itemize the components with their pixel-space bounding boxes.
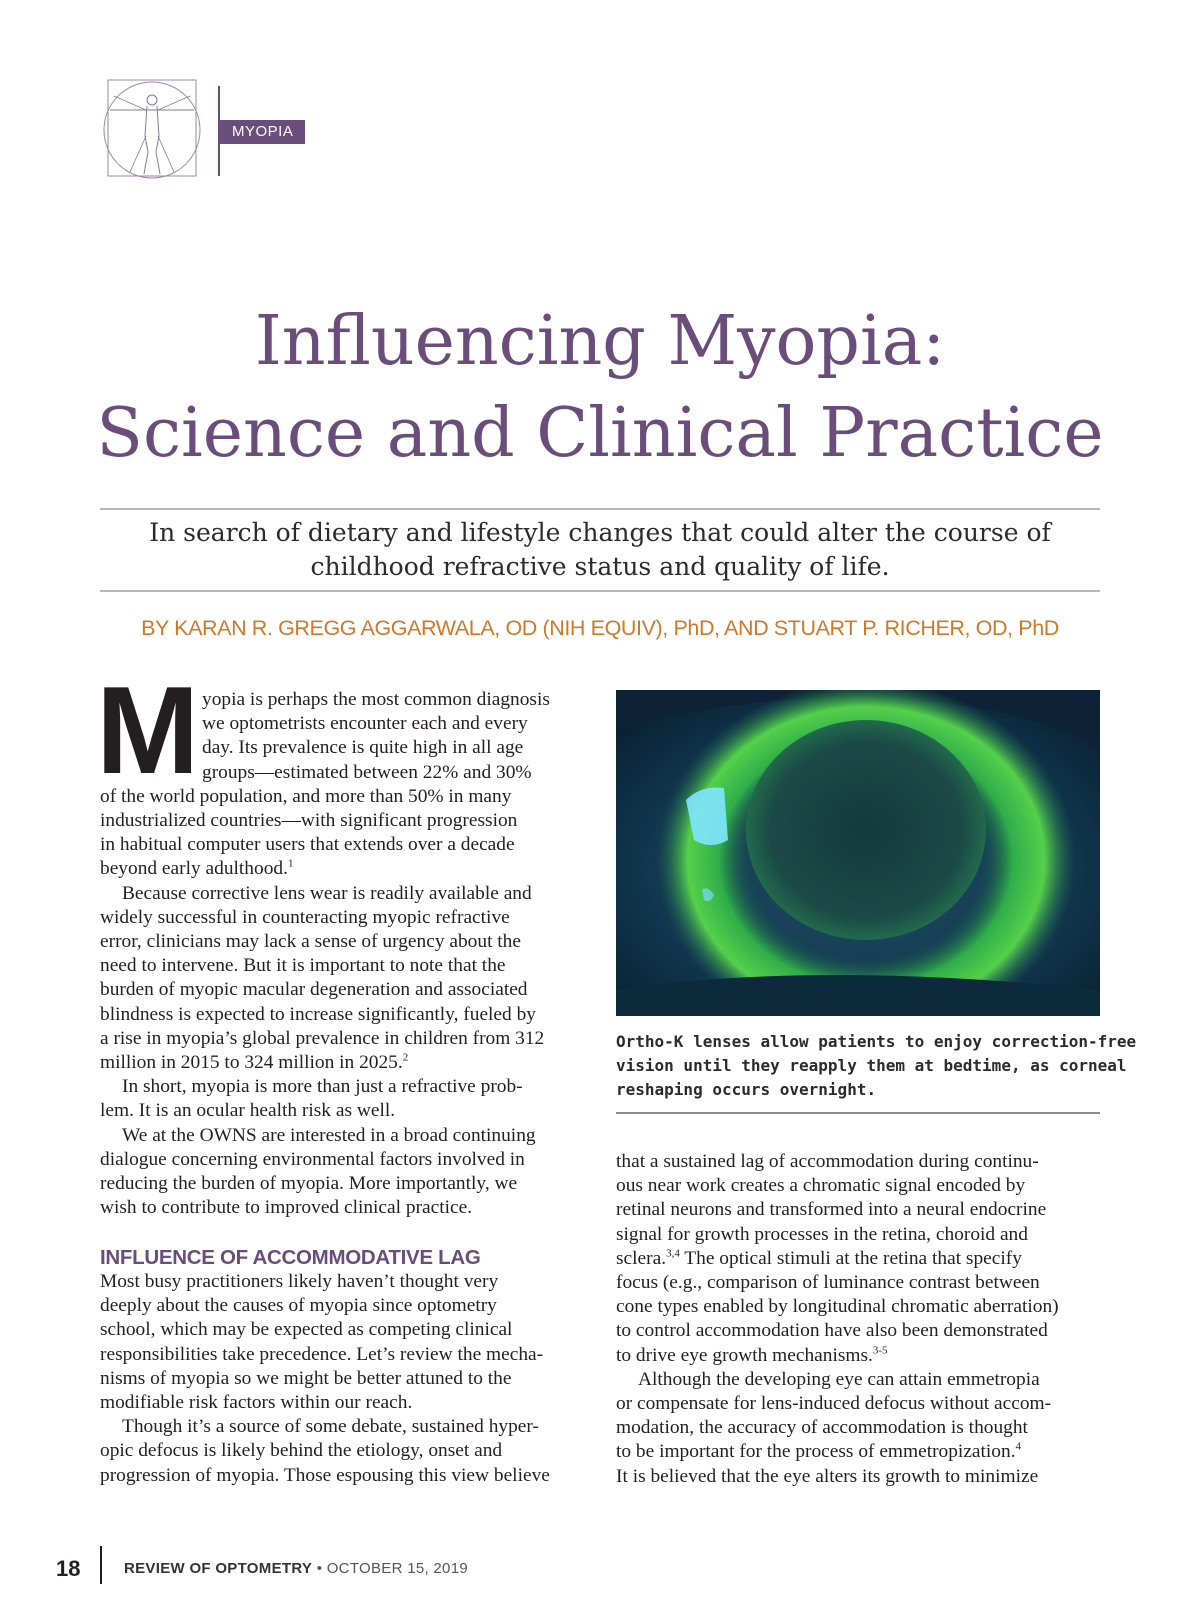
caption-line: vision until they reapply them at bedtime, as corneal <box>616 1056 1127 1075</box>
paragraph <box>616 1465 1100 1489</box>
text-line: In short, myopia is more than just a refractive prob- <box>122 1076 523 1098</box>
text-line: Because corrective lens wear is readily available and <box>122 882 532 904</box>
text-line: deeply about the causes of myopia since optometry <box>100 1295 497 1317</box>
paragraph <box>616 1368 1100 1465</box>
text-line: modifiable risk factors within our reach. <box>100 1392 413 1414</box>
subtitle-rule-top <box>100 508 1100 510</box>
paragraph <box>616 1150 1100 1368</box>
caption-line: reshaping occurs overnight. <box>616 1080 877 1099</box>
text-line: or compensate for lens-induced defocus without accom- <box>616 1393 1052 1415</box>
text-fragment: to drive eye growth mechanisms. <box>616 1344 873 1366</box>
page-number: 18 <box>56 1556 81 1581</box>
text-line: ous near work creates a chromatic signal encoded by <box>616 1175 1026 1197</box>
footer-divider <box>100 1546 102 1584</box>
text-fragment: million in 2015 to 324 million in 2025. <box>100 1052 403 1074</box>
text-line: responsibilities take precedence. Let’s review the mecha- <box>100 1343 544 1365</box>
title-line-1: Influencing Myopia: <box>254 302 946 381</box>
text-line: burden of myopic macular degeneration and associated <box>100 979 528 1001</box>
text-line: modation, the accuracy of accommodation is thought <box>616 1417 1028 1439</box>
text-line: of the world population, and more than 50% in many <box>100 785 512 807</box>
text-line: groups—estimated between 22% and 30% <box>202 761 532 783</box>
text-line: error, clinicians may lack a sense of urgency about the <box>100 931 521 953</box>
article-subtitle <box>100 516 1100 584</box>
text-fragment: sclera. <box>616 1247 667 1269</box>
text-line <box>616 1247 1100 1271</box>
vitruvian-man-logo <box>100 74 208 184</box>
text-line: to control accommodation have also been demonstrated <box>616 1320 1048 1342</box>
section-subhead: INFLUENCE OF ACCOMMODATIVE LAG <box>100 1246 481 1269</box>
publication-name: REVIEW OF OPTOMETRY <box>124 1560 313 1577</box>
text-line: a rise in myopia’s global prevalence in children from 312 <box>100 1027 545 1049</box>
right-column <box>616 1150 1100 1489</box>
left-column-continued <box>100 1270 590 1488</box>
reference-marker: 4 <box>1015 1440 1022 1453</box>
reference-marker: 2 <box>402 1051 409 1064</box>
section-tag: MYOPIA <box>220 120 305 144</box>
reference-marker: 3-5 <box>872 1344 888 1357</box>
author-byline: BY KARAN R. GREGG AGGARWALA, OD (NIH EQUIV), PhD, AND STUART P. RICHER, OD, PhD <box>141 616 1059 640</box>
subtitle-rule-bottom <box>100 590 1100 592</box>
text-line: It is believed that the eye alters its growth to minimize <box>616 1465 1039 1487</box>
title-line-2: Science and Clinical Practice <box>96 394 1104 473</box>
text-line: blindness is expected to increase significantly, fueled by <box>100 1003 536 1025</box>
paragraph <box>100 1075 590 1123</box>
text-line: Most busy practitioners likely haven’t thought very <box>100 1271 499 1292</box>
text-line: We at the OWNS are interested in a broad continuing <box>122 1124 536 1146</box>
text-line: widely successful in counteracting myopic refractive <box>100 906 510 928</box>
text-line: Although the developing eye can attain emmetropia <box>638 1368 1040 1390</box>
text-line: lem. It is an ocular health risk as well. <box>100 1100 396 1122</box>
text-line: that a sustained lag of accommodation during continu- <box>616 1151 1039 1172</box>
paragraph <box>100 882 590 1076</box>
text-line: signal for growth processes in the retina, choroid and <box>616 1223 1028 1245</box>
text-line: wish to contribute to improved clinical practice. <box>100 1197 473 1219</box>
text-line: day. Its prevalence is quite high in all age <box>202 737 524 759</box>
footer-folio <box>124 1560 468 1577</box>
text-line <box>616 1344 1100 1368</box>
left-column <box>100 688 590 1220</box>
text-line: Though it’s a source of some debate, sustained hyper- <box>122 1416 539 1438</box>
paragraph <box>100 1124 590 1221</box>
text-line: yopia is perhaps the most common diagnosis <box>202 689 550 710</box>
footer-separator: • <box>316 1560 323 1577</box>
text-line: nisms of myopia so we might be better attuned to the <box>100 1367 512 1389</box>
text-line: reducing the burden of myopia. More importantly, we <box>100 1173 518 1195</box>
text-line: progression of myopia. Those espousing this view believe <box>100 1464 550 1486</box>
text-line: school, which may be expected as competing clinical <box>100 1319 513 1341</box>
reference-marker: 3,4 <box>666 1247 680 1260</box>
text-line: industrialized countries—with significant progression <box>100 810 518 832</box>
text-fragment: The optical stimuli at the retina that specify <box>679 1247 1022 1269</box>
text-line: retinal neurons and transformed into a neural endocrine <box>616 1199 1047 1221</box>
caption-line: Ortho-K lenses allow patients to enjoy correction-free <box>616 1032 1137 1051</box>
text-line: cone types enabled by longitudinal chromatic aberration) <box>616 1296 1059 1318</box>
reference-marker: 1 <box>287 857 294 870</box>
text-line <box>100 1051 590 1075</box>
subtitle-line: In search of dietary and lifestyle changes that could alter the course of <box>149 518 1051 547</box>
text-line: in habitual computer users that extends over a decade <box>100 834 515 856</box>
caption-divider <box>616 1112 1100 1114</box>
text-fragment: to be important for the process of emmetropization. <box>616 1441 1016 1463</box>
paragraph <box>100 1270 590 1415</box>
text-line: need to intervene. But it is important to note that the <box>100 955 506 977</box>
paragraph <box>100 688 590 882</box>
text-line: we optometrists encounter each and every <box>202 713 528 735</box>
text-line <box>616 1440 1100 1464</box>
subtitle-line: childhood refractive status and quality of life. <box>310 552 890 581</box>
figure-caption <box>616 1030 1137 1102</box>
ortho-k-eye-photo <box>616 690 1100 1016</box>
text-line <box>100 857 590 881</box>
paragraph <box>100 1415 590 1488</box>
drop-cap: M <box>96 662 200 800</box>
text-line: opic defocus is likely behind the etiology, onset and <box>100 1440 503 1462</box>
article-title <box>0 296 1200 480</box>
issue-date: OCTOBER 15, 2019 <box>326 1560 468 1577</box>
text-line: focus (e.g., comparison of luminance contrast between <box>616 1272 1040 1294</box>
text-line: dialogue concerning environmental factors involved in <box>100 1148 525 1170</box>
text-fragment: beyond early adulthood. <box>100 858 288 880</box>
